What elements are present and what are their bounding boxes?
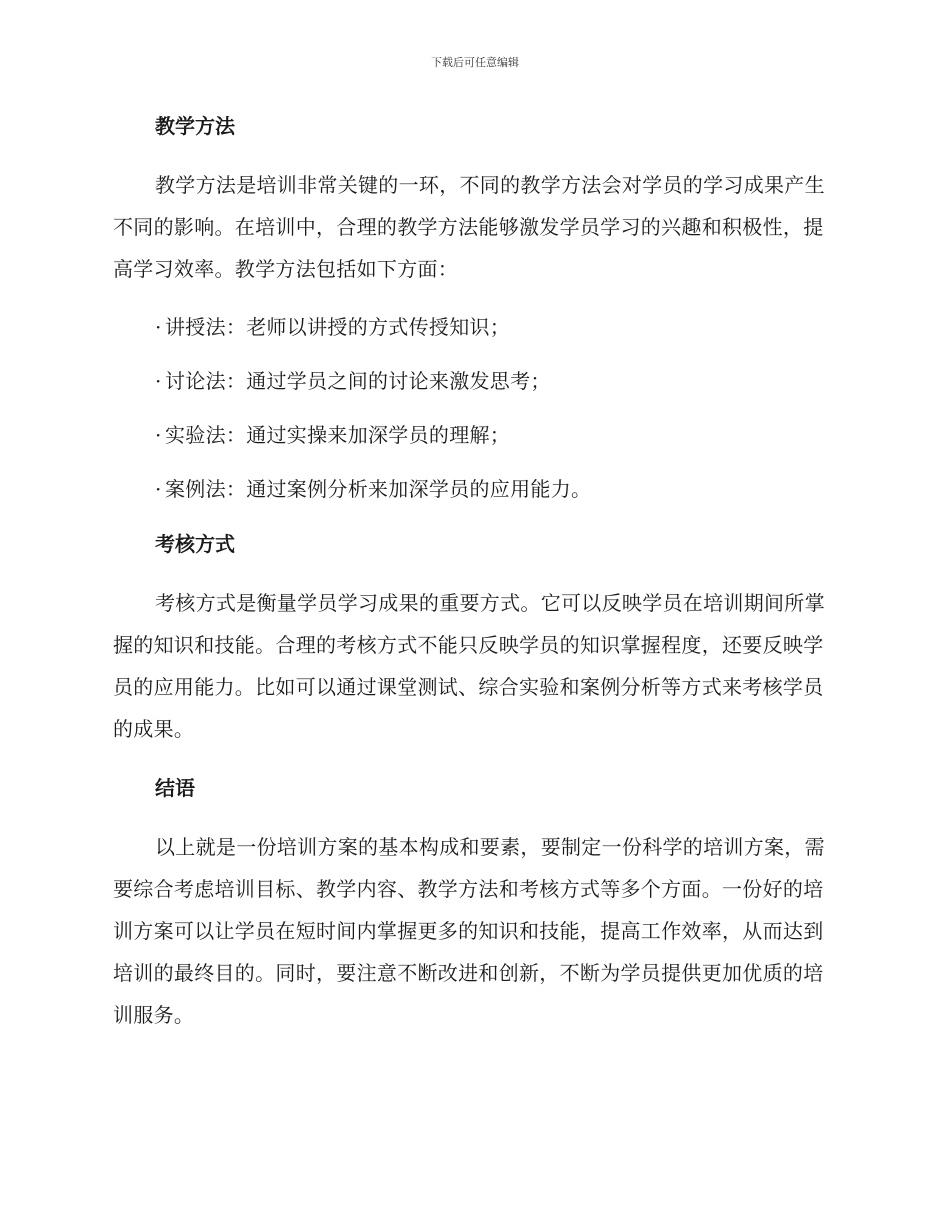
section-paragraph: 以上就是一份培训方案的基本构成和要素，要制定一份科学的培训方案，需要综合考虑培训目标、教学内容、教学方法和考核方式等多个方面。一份好的培训方案可以让学员在短时间内掌握更多的知识和技能，提高工作效率，从而达到培训的最终目的。同时，要注意不断改进和创新，不断为学员提供更加优质的培训服务。 [113, 835, 825, 1027]
section-heading: 结语 [155, 776, 195, 800]
section-conclusion [113, 770, 833, 1036]
bullet-marker: · [155, 369, 162, 393]
bullet-marker: · [155, 477, 162, 501]
section-paragraph: 教学方法是培训非常关键的一环，不同的教学方法会对学员的学习成果产生不同的影响。在培训中，合理的教学方法能够激发学员学习的兴趣和积极性，提高学习效率。教学方法包括如下方面： [113, 173, 825, 281]
list-item-text: 讨论法：通过学员之间的讨论来激发思考； [165, 369, 551, 393]
list-item-text: 案例法：通过案例分析来加深学员的应用能力。 [165, 477, 592, 501]
bullet-marker: · [155, 315, 162, 339]
list-item-text: 讲授法：老师以讲授的方式传授知识； [165, 315, 511, 339]
list-item [155, 408, 833, 462]
document-body [113, 108, 833, 1036]
list-item-text: 实验法：通过实操来加深学员的理解； [165, 423, 511, 447]
page-header: 下载后可任意编辑 [431, 56, 519, 69]
bullet-marker: · [155, 423, 162, 447]
list-item [155, 300, 833, 354]
list-item [155, 354, 833, 408]
section-heading: 教学方法 [155, 114, 235, 138]
section-paragraph: 考核方式是衡量学员学习成果的重要方式。它可以反映学员在培训期间所掌握的知识和技能。合理的考核方式不能只反映学员的知识掌握程度，还要反映学员的应用能力。比如可以通过课堂测试、综合实验和案例分析等方式来考核学员的成果。 [113, 591, 825, 741]
section-heading: 考核方式 [155, 532, 235, 556]
section-teaching-methods [113, 108, 833, 516]
section-assessment [113, 526, 833, 750]
list-item [155, 462, 833, 516]
